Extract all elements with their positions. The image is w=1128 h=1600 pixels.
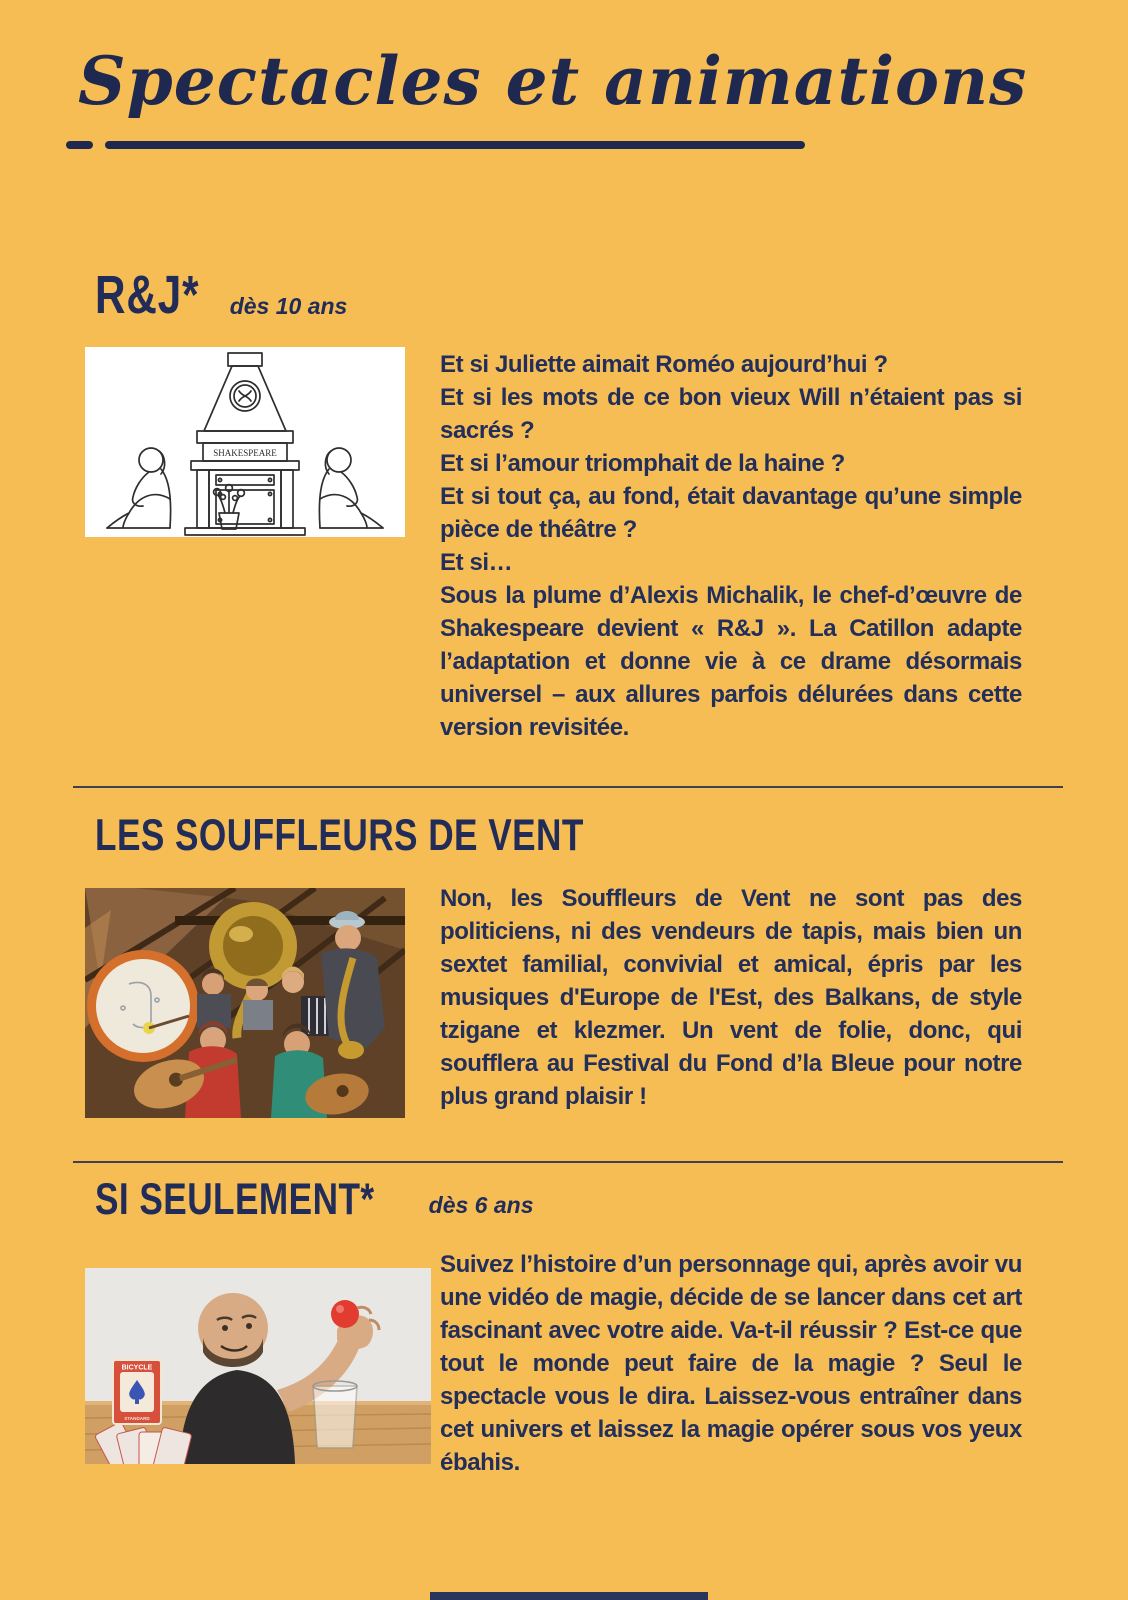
magician-photo-illustration	[85, 1268, 431, 1464]
rj-description	[440, 348, 1022, 744]
section-divider	[73, 786, 1063, 788]
souffleurs-description	[440, 882, 1022, 1113]
section-heading-rj	[95, 265, 348, 326]
description-paragraph: Suivez l’histoire d’un personnage qui, après avoir vu une vidéo de magie, décide de se lancer dans cet art fascinant avec votre aide. Va-t-il réussir ? Est-ce que tout le monde peut faire de la magie ? Seul le spectacle vous le dira. Laissez-vous entraîner dans cet univers et laissez la magie opérer sous vos yeux ébahis.	[440, 1251, 1022, 1476]
age-note-rj: dès 10 ans	[229, 293, 348, 319]
description-paragraph: Et si…	[440, 549, 513, 576]
section-heading-souffleurs	[95, 810, 651, 861]
age-note-si-seulement: dès 6 ans	[428, 1192, 534, 1218]
footer-bar	[430, 1592, 708, 1600]
monument-label: SHAKESPEARE	[213, 448, 277, 458]
band-photo-illustration	[85, 888, 405, 1118]
section-title-rj: R&J*	[95, 265, 200, 326]
magician-photo	[85, 1268, 431, 1464]
description-paragraph: Sous la plume d’Alexis Michalik, le chef-d’œuvre de Shakespeare devient « R&J ». La Catillon adapte l’adaptation et donne vie à ce drame désormais universel – aux allures parfois délurées dans cette version revisitée.	[440, 582, 1022, 741]
si-seulement-description	[440, 1248, 1022, 1479]
title-underline	[105, 141, 805, 149]
description-paragraph: Et si Juliette aimait Roméo aujourd’hui ?	[440, 351, 888, 378]
description-paragraph: Et si l’amour triomphait de la haine ?	[440, 450, 845, 477]
rj-illustration	[85, 347, 405, 537]
title-underline-dash	[66, 141, 93, 149]
description-paragraph: Non, les Souffleurs de Vent ne sont pas des politiciens, ni des vendeurs de tapis, mais bien un sextet familial, convivial et amical, épris par les musiques d'Europe de l'Est, des Balkans, de style tzigane et klezmer. Un vent de folie, donc, qui soufflera au Festival du Fond d’la Bleue pour notre plus grand plaisir !	[440, 885, 1022, 1110]
card-box-sub-label: STANDARD	[124, 1416, 150, 1421]
shakespeare-monument-drawing	[85, 347, 405, 537]
section-title-souffleurs: LES SOUFFLEURS DE VENT	[95, 810, 584, 861]
description-paragraph: Et si les mots de ce bon vieux Will n’étaient pas si sacrés ?	[440, 384, 1022, 444]
section-heading-si-seulement	[95, 1174, 534, 1225]
description-paragraph: Et si tout ça, au fond, était davantage qu’une simple pièce de théâtre ?	[440, 483, 1022, 543]
section-divider	[73, 1161, 1063, 1163]
page-title: Spectacles et animations	[78, 42, 1028, 120]
card-box-brand-label: BICYCLE	[121, 1364, 153, 1372]
section-title-si-seulement: SI SEULEMENT*	[95, 1174, 375, 1225]
souffleurs-photo	[85, 888, 405, 1118]
